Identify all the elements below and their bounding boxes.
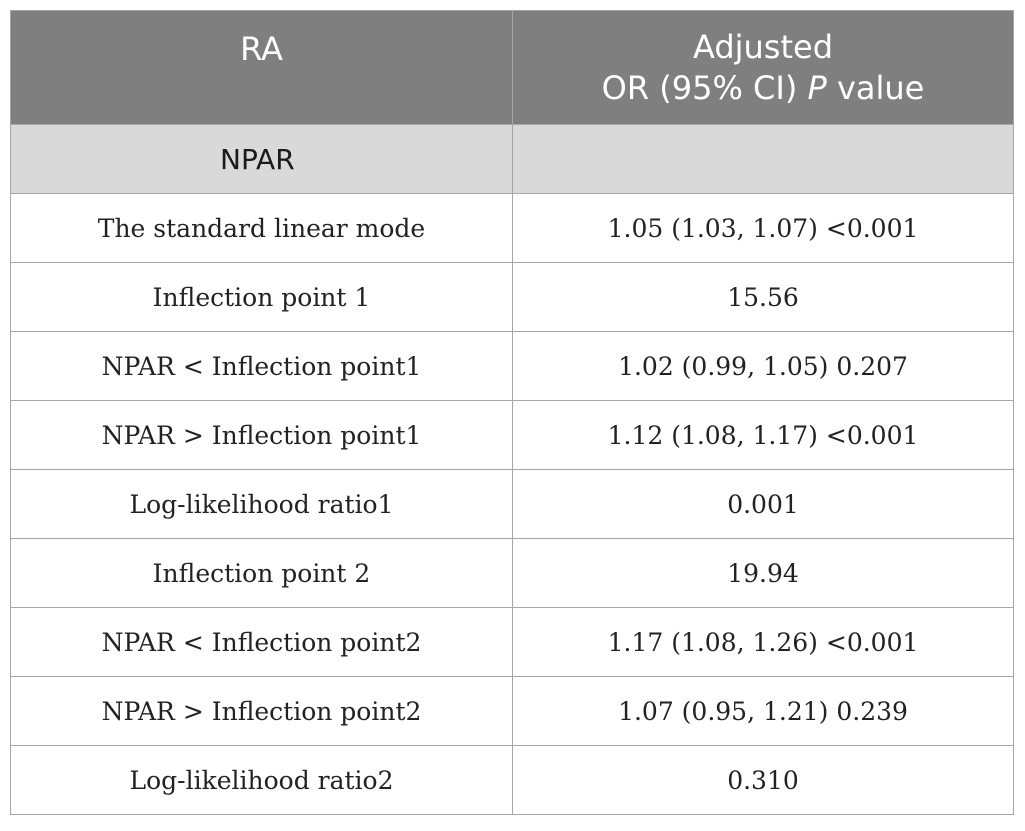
row-label: The standard linear mode	[11, 194, 513, 263]
table-row	[11, 608, 1014, 677]
row-label: NPAR < Inflection point2	[11, 608, 513, 677]
table-row	[11, 401, 1014, 470]
row-value: 1.07 (0.95, 1.21) 0.239	[513, 677, 1014, 746]
row-value: 1.12 (1.08, 1.17) <0.001	[513, 401, 1014, 470]
table-row	[11, 263, 1014, 332]
row-label: Inflection point 1	[11, 263, 513, 332]
section-label: NPAR	[11, 125, 513, 194]
header-row	[11, 11, 1014, 125]
row-value: 19.94	[513, 539, 1014, 608]
header-or-ci-prefix: OR (95% CI)	[601, 68, 808, 107]
row-label: Log-likelihood ratio2	[11, 746, 513, 815]
table-row	[11, 539, 1014, 608]
row-value: 1.05 (1.03, 1.07) <0.001	[513, 194, 1014, 263]
row-label: NPAR > Inflection point2	[11, 677, 513, 746]
section-row-npar	[11, 125, 1014, 194]
row-label: Inflection point 2	[11, 539, 513, 608]
header-adjusted-line1: Adjusted	[692, 27, 834, 66]
row-value: 0.310	[513, 746, 1014, 815]
header-p-italic: P	[807, 68, 827, 107]
row-label: NPAR < Inflection point1	[11, 332, 513, 401]
table-row	[11, 332, 1014, 401]
section-value	[513, 125, 1014, 194]
row-value: 0.001	[513, 470, 1014, 539]
header-ra: RA	[11, 11, 513, 125]
table-row	[11, 746, 1014, 815]
row-value: 1.02 (0.99, 1.05) 0.207	[513, 332, 1014, 401]
row-label: Log-likelihood ratio1	[11, 470, 513, 539]
row-value: 15.56	[513, 263, 1014, 332]
table-row	[11, 470, 1014, 539]
results-table	[10, 10, 1014, 815]
table-row	[11, 194, 1014, 263]
table-row	[11, 677, 1014, 746]
row-label: NPAR > Inflection point1	[11, 401, 513, 470]
header-value-suffix: value	[826, 68, 925, 107]
table-header	[11, 11, 1014, 125]
results-table-container	[10, 10, 1013, 815]
header-adjusted-or	[513, 11, 1014, 125]
row-value: 1.17 (1.08, 1.26) <0.001	[513, 608, 1014, 677]
